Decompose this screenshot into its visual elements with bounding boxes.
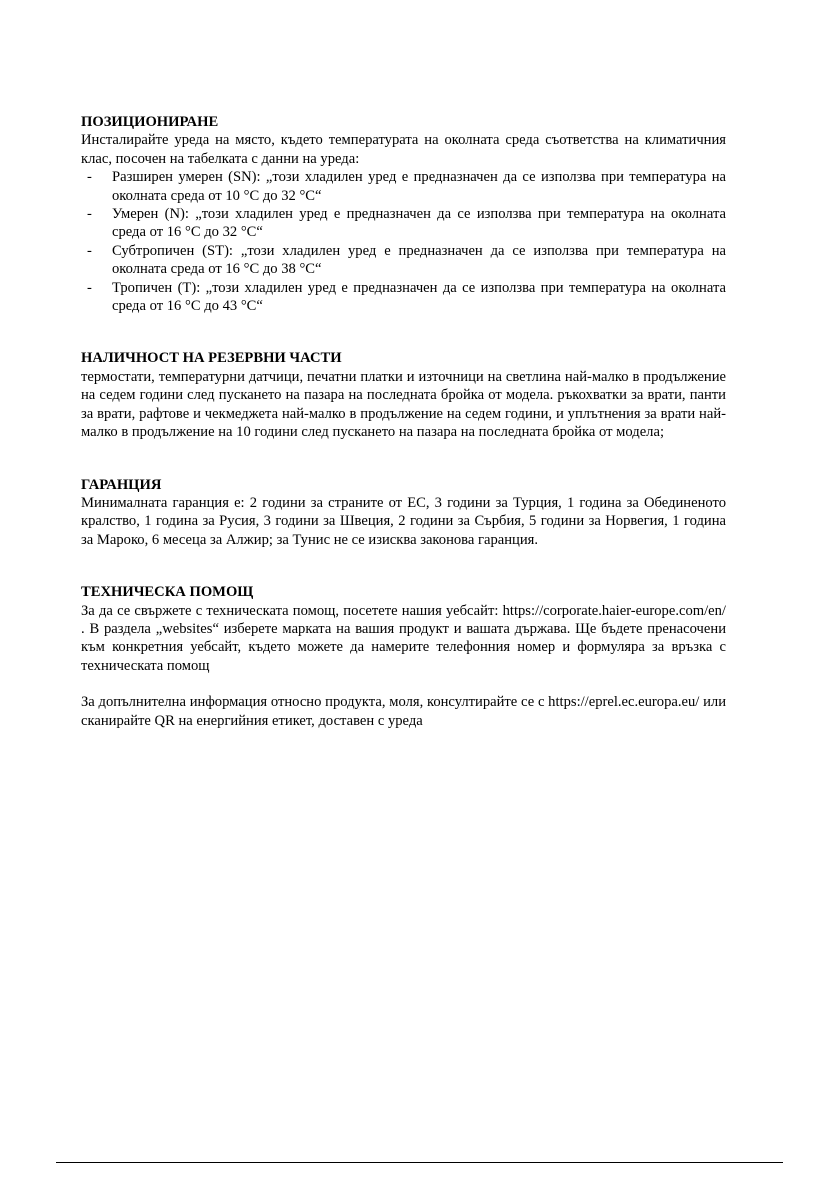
section-heading-positioning: ПОЗИЦИОНИРАНЕ xyxy=(81,114,219,130)
section-heading-spare-parts: НАЛИЧНОСТ НА РЕЗЕРВНИ ЧАСТИ xyxy=(81,350,342,367)
list-item-text: Разширен умерен (SN): „този хладилен уред е предназначен да се използва при температура на околната среда от 10 °C до 32 °C“ xyxy=(112,169,726,204)
section-positioning xyxy=(81,113,726,315)
tech-support-text: За да се свържете с техническата помощ, посетете нашия уебсайт: https://corporate.haier-europe.com/en/ . В раздела „websites“ изберете марката на вашия продукт и вашата държава. Ще бъдете пренасочени към конкретния уебсайт, където можете да намерите телефонния номер и формуляра за връзка с техническата помощ xyxy=(81,602,726,674)
positioning-intro: Инсталирайте уреда на място, където температурата на околната среда съответства на климатичния клас, посочен на табелката с данни на уреда: xyxy=(81,132,726,167)
warranty-text: Минималната гаранция е: 2 години за страните от ЕС, 3 години за Турция, 1 година за Обединеното кралство, 1 година за Русия, 3 години за Швеция, 2 години за Сърбия, 5 години за Норвегия, 1 година за Мароко, 6 месеца за Алжир; за Тунис не се изисква законова гаранция. xyxy=(81,494,726,548)
section-tech-support xyxy=(81,583,726,730)
section-heading-warranty: ГАРАНЦИЯ xyxy=(81,476,162,493)
climate-class-list xyxy=(81,168,726,315)
section-heading-tech-support: ТЕХНИЧЕСКА ПОМОЩ xyxy=(81,584,254,601)
document-body xyxy=(81,113,726,730)
list-item xyxy=(81,242,726,279)
bullet-dash: - xyxy=(87,169,92,186)
bullet-dash: - xyxy=(87,279,92,296)
spare-parts-text: термостати, температурни датчици, печатни платки и източници на светлина най-малко в продължение на седем години след пускането на пазара на последната бройка от модела. ръкохватки за врати, панти за врати, рафтове и чекмеджета най-малко в продължение на седем години, и уплътнения за врати най-малко в продължение на 10 години след пускането на пазара на последната бройка от модела; xyxy=(81,368,726,441)
list-item-text: Тропичен (T): „този хладилен уред е предназначен да се използва при температура на околната среда от 16 °C до 43 °C“ xyxy=(112,279,726,315)
list-item-text: Умерен (N): „този хладилен уред е предназначен да се използва при температура на околната среда от 16 °C до 32 °C“ xyxy=(112,206,726,241)
list-item-text: Субтропичен (ST): „този хладилен уред е предназначен да се използва при температура на околната среда от 16 °C до 38 °C“ xyxy=(112,242,726,278)
bullet-dash: - xyxy=(87,242,92,259)
footer-divider xyxy=(56,1162,783,1163)
product-info-text: За допълнителна информация относно продукта, моля, консултирайте се с https://eprel.ec.europa.eu/ или сканирайте QR на енергийния етикет, доставен с уреда xyxy=(81,694,726,729)
list-item xyxy=(81,279,726,316)
section-warranty xyxy=(81,476,726,550)
section-spare-parts xyxy=(81,349,726,441)
bullet-dash: - xyxy=(87,206,92,223)
list-item xyxy=(81,205,726,242)
list-item xyxy=(81,168,726,205)
